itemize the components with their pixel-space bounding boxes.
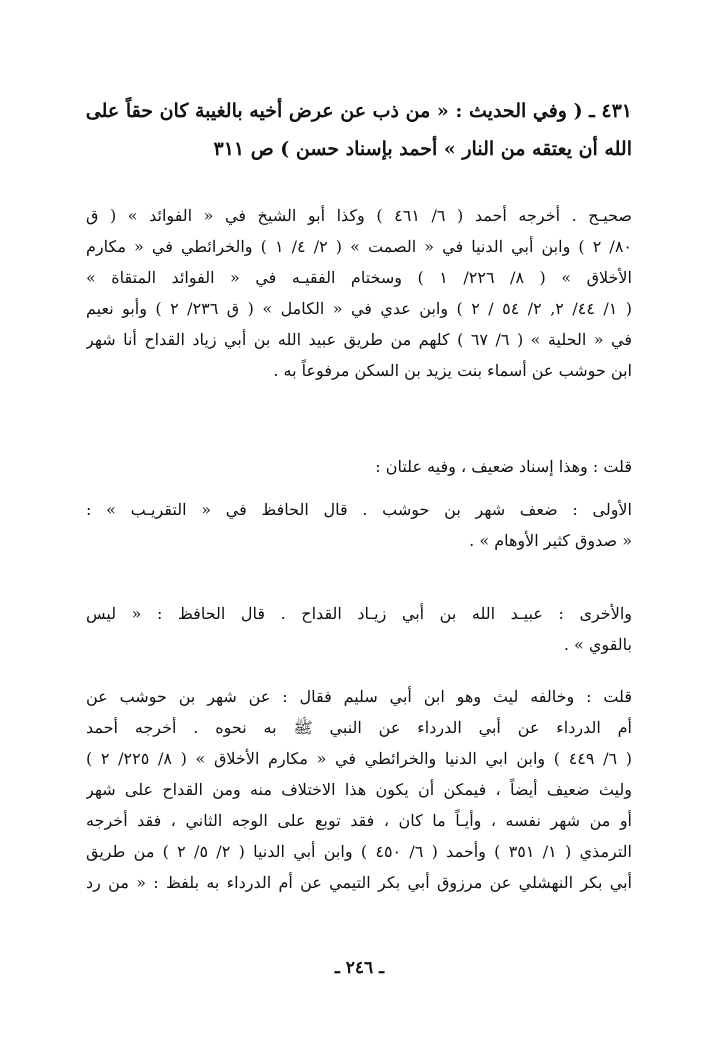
paragraph-line: الأخلاق » ( ٨/ ٢٢٦/ ١ ) وسختام الفقيـه في « الفوائد المتقاة » <box>86 268 632 287</box>
page-number: ـ ٢٤٦ ـ <box>334 958 385 978</box>
paragraph-line: صحيـح . أخرجه أحمد ( ٦/ ٤٦١ ) وكذا أبو الشيخ في « الفوائد » ( ق <box>86 206 632 225</box>
paragraph-line: الأولى : ضعف شهر بن حوشب . قال الحافظ في « التقريـب » : <box>86 500 632 519</box>
second-defect-paragraph <box>86 598 632 660</box>
paragraph-line: ٨٠/ ٢ ) وابن أبي الدنيا في « الصمت » ( ٢/ ٤/ ١ ) والخرائطي في « مكارم <box>86 237 632 256</box>
paragraph-line: وليث ضعيف أيضاً ، فيمكن أن يكون هذا الاختلاف منه ومن القداح على شهر <box>86 780 632 799</box>
heading-line: ٤٣١ ـ ( وفي الحديث : « من ذب عن عرض أخيه بالغيبة كان حقاً على <box>86 100 632 122</box>
paragraph-line: « صدوق كثير الأوهام » . <box>469 531 632 550</box>
paragraph-line: أو من شهر نفسه ، وأيـاً ما كان ، فقد توبع على الوجه الثاني ، فقد أخرجه <box>86 811 632 830</box>
paragraph-line: قلت : وخالفه ليث وهو ابن أبي سليم فقال : عن شهر بن حوشب عن <box>86 687 632 706</box>
paragraph-line: أبي بكر النهشلي عن مرزوق أبي بكر التيمي عن أم الدرداء به بلفظ : « من رد <box>86 873 632 892</box>
discussion-paragraph <box>86 681 632 898</box>
paragraph-line: قلت : وهذا إسناد ضعيف ، وفيه علتان : <box>375 457 632 476</box>
paragraph-line: ( ٦/ ٤٤٩ ) وابن ابي الدنيا والخرائطي في « مكارم الأخلاق » ( ٨/ ٢٢٥/ ٢ ) <box>86 749 632 768</box>
hadith-heading <box>86 92 632 168</box>
paragraph-line: والأخرى : عبيـد الله بن أبي زيـاد القداح . قال الحافظ : « ليس <box>86 604 632 623</box>
first-defect-paragraph <box>86 494 632 556</box>
paragraph-line: ابن حوشب عن أسماء بنت يزيد بن السكن مرفوعاً به . <box>273 361 632 380</box>
takhrij-paragraph <box>86 200 632 386</box>
paragraph-line: أم الدرداء عن أبي الدرداء عن النبي ﷺ به نحوه . أخرجه أحمد <box>86 718 632 737</box>
paragraph-line: ( ١/ ٤٤/ ٢, ٢/ ٥٤ / ٢ ) وابن عدي في « الكامل » ( ق ٢٣٦/ ٢ ) وأبو نعيم <box>86 299 632 318</box>
paragraph-line: في « الحلية » ( ٦/ ٦٧ ) كلهم من طريق عبيد الله بن أبي زياد القداح أنا شهر <box>86 330 632 349</box>
paragraph-line: الترمذي ( ١/ ٣٥١ ) وأحمد ( ٦/ ٤٥٠ ) وابن أبي الدنيا ( ٢/ ٥/ ٢ ) من طريق <box>86 842 632 861</box>
heading-line: الله أن يعتقه من النار » أحمد بإسناد حسن ) ص ٣١١ <box>213 138 632 160</box>
note-paragraph <box>86 451 632 482</box>
paragraph-line: بالقوي » . <box>563 635 632 654</box>
